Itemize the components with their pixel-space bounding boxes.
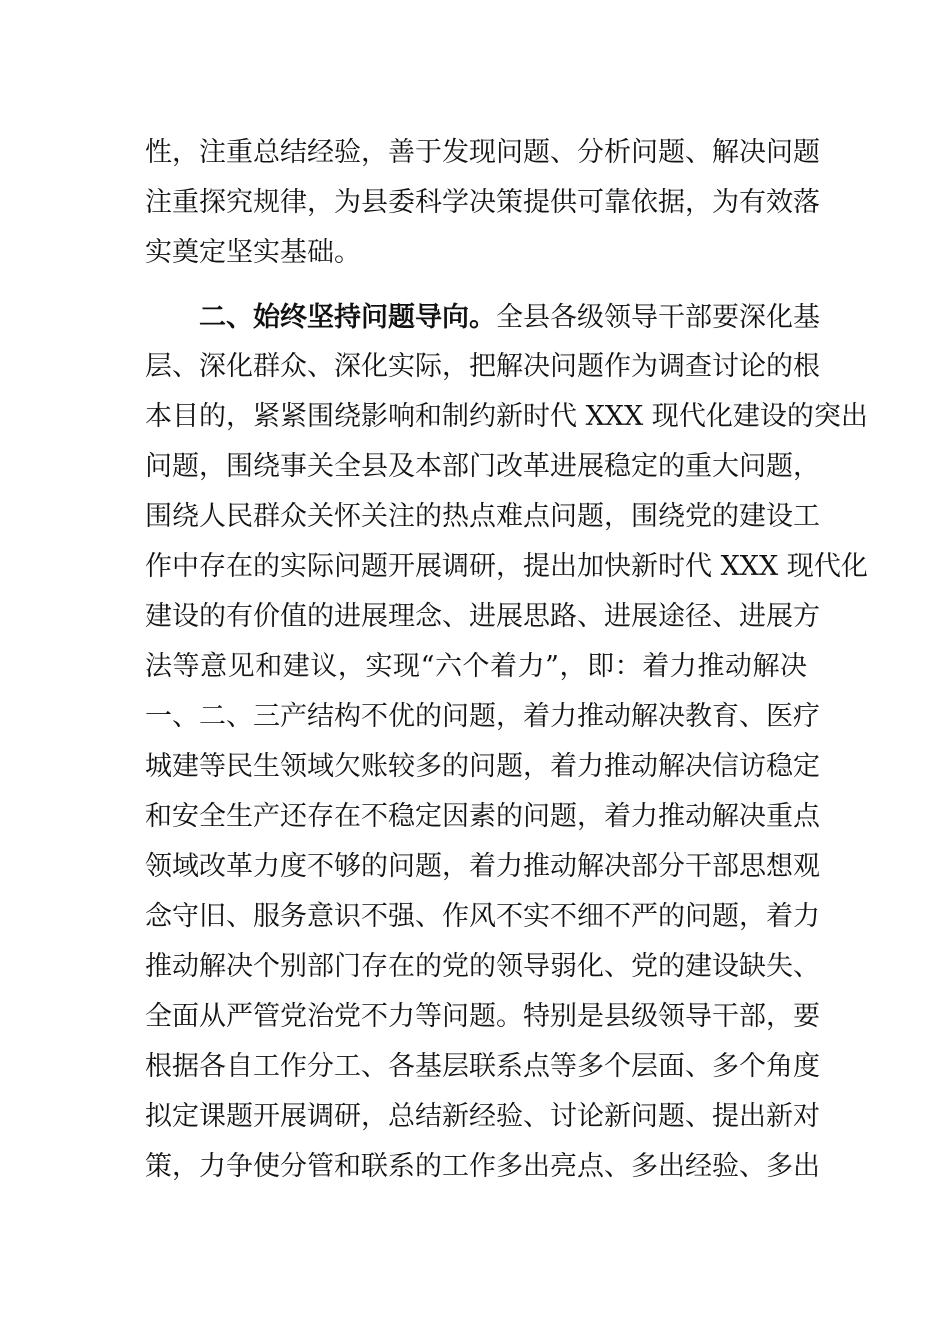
paragraph-line: 围绕人民群众关怀关注的热点难点问题，围绕党的建设工	[145, 501, 820, 532]
section-heading: 二、始终坚持问题导向。	[199, 302, 496, 333]
paragraph-line: 性，注重总结经验，善于发现问题、分析问题、解决问题	[145, 137, 820, 168]
paragraph-line: 法等意见和建议，实现“六个着力”，即：着力推动解决	[145, 651, 807, 682]
paragraph-line: 全面从严管党治党不力等问题。特别是县级领导干部，要	[145, 1001, 820, 1032]
paragraph-text: 全县各级领导干部要深化基	[496, 302, 820, 333]
paragraph-line: 本目的，紧紧围绕影响和制约新时代 XXX 现代化建设的突出	[145, 401, 868, 432]
paragraph-line: 推动解决个别部门存在的党的领导弱化、党的建设缺失、	[145, 951, 820, 982]
paragraph-line: 和安全生产还存在不稳定因素的问题，着力推动解决重点	[145, 801, 820, 832]
paragraph-line: 策，力争使分管和联系的工作多出亮点、多出经验、多出	[145, 1151, 820, 1182]
paragraph-line: 问题，围绕事关全县及本部门改革进展稳定的重大问题，	[145, 451, 820, 482]
paragraph-line: 实奠定坚实基础。	[145, 237, 361, 268]
paragraph-line: 拟定课题开展调研，总结新经验、讨论新问题、提出新对	[145, 1101, 820, 1132]
paragraph-line: 作中存在的实际问题开展调研，提出加快新时代 XXX 现代化	[145, 551, 868, 582]
paragraph-line: 一、二、三产结构不优的问题，着力推动解决教育、医疗	[145, 701, 820, 732]
paragraph-line: 建设的有价值的进展理念、进展思路、进展途径、进展方	[145, 601, 820, 632]
paragraph-line: 根据各自工作分工、各基层联系点等多个层面、多个角度	[145, 1051, 820, 1082]
paragraph-line: 城建等民生领域欠账较多的问题，着力推动解决信访稳定	[145, 751, 820, 782]
paragraph-line: 念守旧、服务意识不强、作风不实不细不严的问题，着力	[145, 901, 820, 932]
paragraph-line: 注重探究规律，为县委科学决策提供可靠依据，为有效落	[145, 187, 820, 218]
paragraph-line: 领域改革力度不够的问题，着力推动解决部分干部思想观	[145, 851, 820, 882]
section-heading-line	[199, 298, 820, 338]
paragraph-line: 层、深化群众、深化实际，把解决问题作为调查讨论的根	[145, 351, 820, 382]
